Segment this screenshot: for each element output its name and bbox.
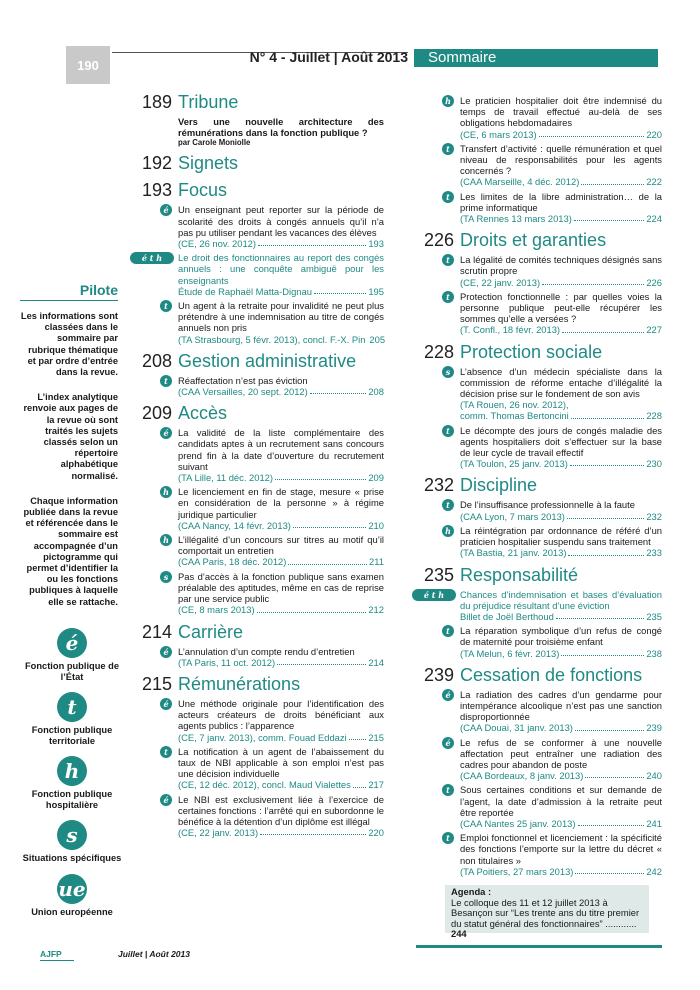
entry-reference [460,818,662,829]
sidebar-note: L’index analytique renvoie aux pages de la revue où sont traités les sujets classés selon un répertoire alphabétique normalisé. [23,392,118,481]
section-page-number: 215 [141,673,172,694]
section-page-number: 192 [141,153,172,174]
toc-entry[interactable] [410,525,662,559]
reference-text: (CE, 7 janv. 2013), comm. Fouad Eddazi [178,731,347,743]
section-heading[interactable] [410,475,662,496]
toc-entry[interactable] [410,95,662,140]
fonction-publique-icon: h [160,534,172,546]
legend-item [18,820,126,864]
leader-dots [539,129,645,137]
entry-page: 226 [646,276,662,288]
leader-dots [575,722,644,730]
fonction-publique-icon: t [160,300,172,312]
fonction-publique-icon: é t h [130,252,174,264]
entry-title: La réintégration par ordonnance de référé d’un praticien hospitalier suspendu sans traitement [460,524,662,548]
footer-accent-rule [416,945,662,948]
entry-title: Le refus de se conformer à une nouvelle affectation peut entraîner une radiation des cadres pour abandon de poste [460,736,662,770]
entry-reference [460,866,662,877]
sidebar-note: Chaque information publiée dans la revue et référencée dans le sommaire est accompagnée d’un pictogramme qui permet d’identifier la ou les fonctions publiques à laquelle elle se rattache. [23,495,118,607]
toc-entry[interactable] [410,366,662,422]
leader-dots [542,277,644,285]
fonction-publique-icon: h [442,95,454,107]
reference-text: (TA Lille, 11 déc. 2012) [178,472,274,484]
entry-title: Protection fonctionnelle : par quelles voies la personne publique peut-elle récupérer les sommes qu’elle a versées ? [460,290,662,325]
toc-entry[interactable] [410,625,662,659]
section-page-number: 193 [141,180,172,201]
toc-entry[interactable] [410,191,662,225]
entry-title: Un enseignant peut reporter sur la période de scolarité des droits à congés annuels qu’il n’a pas pu utiliser pendant les vacances des élèves [178,204,384,238]
toc-section [128,153,384,174]
entry-title: Le praticien hospitalier doit être indemnisé du temps de travail effectué au-delà de ses obligations hebdomadaires [460,95,662,129]
section-page-number: 214 [141,621,172,642]
leader-dots [574,213,644,221]
reference-text: (T. Confl., 18 févr. 2013) [460,324,561,336]
sidebar-title: Pilote [79,282,118,298]
toc-entry[interactable] [128,646,384,668]
entry-reference [178,732,384,743]
entry-reference [460,770,662,781]
fonction-publique-icon: t [160,746,172,758]
toc-section [128,674,384,838]
entry-reference [460,648,662,659]
toc-entry[interactable] [128,375,384,397]
situations-specifiques-icon: s [57,820,87,850]
legend-label: Fonction publique hospitalière [31,789,113,810]
toc-entry[interactable] [410,425,662,470]
toc-entry[interactable] [128,252,384,297]
section-heading[interactable] [128,674,384,695]
legend-item [18,756,126,810]
fonction-publique-icon: é [160,646,172,658]
toc-entry[interactable] [410,737,662,782]
sidebar-rule [20,300,118,301]
section-title: Discipline [460,475,538,496]
toc-entry[interactable] [410,499,662,521]
leader-dots [561,648,644,656]
sidebar-note: Les informations sont classées dans le sommaire par rubrique thématique et par ordre d’entrée dans la revue. [20,311,118,378]
reference-text: (CE, 12 déc. 2012), concl. Maud Vialettes [178,779,351,791]
footer-brand: AJFP [40,949,62,959]
leader-dots [571,410,645,418]
toc-entry[interactable] [128,300,384,345]
section-heading[interactable] [128,622,384,643]
entry-page: 211 [369,556,384,568]
entry-title: La radiation des cadres d’un gendarme pour intempérance alcoolique n’est pas une sanction disproportionnée [460,688,662,723]
entry-reference [178,334,384,345]
reference-text: (CAA Douai, 31 janv. 2013) [460,722,573,734]
entry-page: 210 [368,519,384,531]
etat-icon: é [57,628,87,658]
entry-reference [178,657,384,668]
fonction-publique-icon: h [442,525,454,537]
entry-reference [178,604,384,615]
fonction-publique-icon: é [442,737,454,749]
reference-text: (CAA Versailles, 20 sept. 2012) [178,386,308,398]
agenda-box [445,885,649,939]
toc-entry[interactable] [128,116,384,147]
toc-section [128,622,384,668]
toc-entry[interactable] [128,204,384,249]
entry-page: 233 [646,547,662,559]
section-heading[interactable] [410,230,662,251]
toc-entry[interactable] [128,698,384,743]
toc-entry[interactable] [128,427,384,483]
toc-section [128,92,384,147]
sidebar [20,282,118,622]
section-heading[interactable] [128,403,384,424]
entry-reference [178,827,384,838]
entry-page: 239 [646,722,662,734]
entry-page: 193 [368,238,384,250]
toc-column-left [128,92,384,844]
entry-title: Le licenciement en fin de stage, mesure « prise en considération de la personne » à régime juridique particulier [178,486,384,520]
section-title: Gestion administrative [178,350,357,371]
entry-reference [460,324,662,335]
entry-page: 209 [368,472,384,484]
entry-title: Le décompte des jours de congés maladie des agents hospitaliers doit s’effectuer sur la base de leur cycle de travail effectif [460,424,662,459]
fonction-publique-icon: t [442,499,454,511]
entry-reference [460,458,662,469]
section-heading[interactable] [410,565,662,586]
section-page-number: 226 [423,230,454,251]
section-heading[interactable] [128,92,384,113]
toc-entry[interactable] [410,832,662,877]
toc-entry[interactable] [128,486,384,531]
fonction-publique-icon: é t h [412,589,456,601]
section-heading[interactable] [410,665,662,686]
fonction-publique-icon: t [442,425,454,437]
hospitaliere-icon: h [57,756,87,786]
reference-text: (TA Melun, 6 févr. 2013) [460,647,560,659]
toc-section [128,351,384,397]
footer-date: Juillet | Août 2013 [118,949,190,959]
legend-item [18,692,126,746]
entry-page: 195 [368,285,384,297]
entry-title: L’annulation d’un compte rendu d’entretien [178,645,355,657]
section-title: Tribune [178,92,239,112]
fonction-publique-icon: t [442,291,454,303]
reference-text: comm. Thomas Bertoncini [460,410,569,422]
entry-page: 238 [646,647,662,659]
entry-title: Les limites de la libre administration… de la prime informatique [460,190,662,213]
leader-dots [570,458,644,466]
entry-page: 220 [646,128,662,140]
fonction-publique-icon: t [442,254,454,266]
toc-entry[interactable] [410,689,662,734]
section-title: Carrière [178,621,244,642]
entry-page: 227 [646,324,662,336]
reference-text: (CAA Lyon, 7 mars 2013) [460,510,565,522]
reference-text: (CAA Nancy, 14 févr. 2013) [178,519,291,531]
section-page-number: 239 [423,664,454,685]
entry-reference [460,547,662,558]
entry-page: 242 [646,865,662,877]
pictogram-legend [18,628,126,927]
entry-title: Emploi fonctionnel et licenciement : la spécificité des fonctions l’emporte sur la lettre du décret « non titulaires » [460,832,662,866]
reference-text: (TA Poitiers, 27 mars 2013) [460,865,574,877]
entry-reference [178,386,384,397]
entry-title: Un agent à la retraite pour invalidité ne peut plus prétendre à une indemnisation au titre de congés annuels non pris [178,300,384,334]
leader-dots [314,286,366,294]
leader-dots [585,770,644,778]
entry-page: 230 [646,458,662,470]
reference-text: (TA Rouen, 26 nov. 2012), [460,399,569,411]
leader-dots [556,611,645,619]
section-title: Focus [178,180,228,201]
reference-text: (CAA Paris, 18 déc. 2012) [178,556,287,568]
entry-reference [178,286,384,297]
leader-dots [288,556,367,564]
entry-title: Réaffectation n’est pas éviction [178,374,308,386]
entry-page: 212 [368,604,384,616]
entry-title: Transfert d’activité : quelle rémunération et quel niveau de responsabilités pour les agents concernés ? [460,142,662,177]
entry-reference [460,511,662,522]
legend-item [18,874,126,918]
entry-title: Le NBI est exclusivement liée à l’exercice de certaines fonctions : l’arrêté qui en subordonne le bénéfice à la détention d’un diplôme est illégal [178,793,384,827]
fonction-publique-icon: h [160,486,172,498]
fonction-publique-icon: t [442,625,454,637]
entry-page: 214 [368,656,384,668]
fonction-publique-icon: s [442,366,454,378]
legend-label: Union européenne [31,906,113,917]
entry-reference [460,213,662,224]
leader-dots [578,818,645,826]
reference-text: (CE, 8 mars 2013) [178,604,255,616]
section-heading[interactable] [128,153,384,174]
entry-reference [178,779,384,790]
leader-dots [293,520,366,528]
legend-label: Fonction publique territoriale [31,725,113,746]
legend-item [18,628,126,682]
agenda-dots: ............ [605,917,637,929]
section-page-number: 209 [141,403,172,424]
entry-reference [460,722,662,733]
agenda-page: 244 [451,928,467,939]
section-page-number: 232 [423,475,454,496]
entry-title: Chances d’indemnisation et bases d’évaluation du préjudice résultant d’une éviction [460,588,662,611]
toc-entry[interactable] [410,291,662,336]
toc-section [410,342,662,470]
footer [40,949,660,963]
page-number: 190 [66,46,110,84]
toc-entry[interactable] [410,143,662,188]
section-page-number: 208 [141,350,172,371]
entry-reference [460,176,662,187]
section-title: Cessation de fonctions [460,664,643,685]
section-page-number: 189 [141,92,172,112]
reference-text: (CAA Nantes 25 janv. 2013) [460,817,576,829]
entry-title: Pas d’accès à la fonction publique sans examen préalable des aptitudes, même en cas de reprise par une service public [178,570,384,605]
entry-title: L’absence d’un médecin spécialiste dans la commission de réforme entache d’illégalité la décision prise sur le fondement de son avis [460,365,662,400]
entry-title: Sous certaines conditions et sur demande de l’agent, la date d’admission à la retraite peut être reportée [460,784,662,818]
section-title: Protection sociale [460,341,603,362]
reference-text: (CE, 6 mars 2013) [460,128,537,140]
reference-text: (CE, 22 janv. 2013) [178,827,259,839]
entry-title: La réparation symbolique d’un refus de congé de maternité pour troisième enfant [460,625,662,648]
entry-title: La légalité de comités techniques désignés sans scrutin propre [460,254,662,277]
toc-entry[interactable] [410,254,662,288]
entry-title: L’illégalité d’un concours sur titres au motif qu’il comportait un entretien [178,534,384,557]
toc-entry[interactable] [128,534,384,568]
entry-reference [460,410,662,421]
fonction-publique-icon: t [160,375,172,387]
section-title: Droits et garanties [460,230,607,251]
toc-section [410,230,662,335]
toc-section [410,95,662,224]
entry-title: La notification à un agent de l’abaissement du taux de NBI applicable à son emploi n’est pas une décision individuelle [178,745,384,780]
fonction-publique-icon: é [160,794,172,806]
reference-text: (TA Toulon, 25 janv. 2013) [460,458,568,470]
reference-text: (CAA Marseille, 4 déc. 2012) [460,176,580,188]
reference-text: (TA Paris, 11 oct. 2012) [178,656,276,668]
entry-page: 205 [369,333,386,345]
entry-page: 232 [646,510,662,522]
entry-title: Vers une nouvelle architecture des rémunérations dans la fonction publique ? [178,116,384,139]
fonction-publique-icon: t [442,784,454,796]
entry-reference [460,611,662,622]
fonction-publique-icon: é [442,689,454,701]
entry-page: 241 [646,817,662,829]
legend-label: Situations spécifiques [22,853,122,863]
section-title: Accès [178,403,228,424]
reference-text: (CE, 26 nov. 2012) [178,238,256,250]
toc-section [410,475,662,558]
issue-label: N° 4 - Juillet | Août 2013 [249,49,408,65]
toc-entry[interactable] [410,784,662,829]
reference-text: (TA Bastia, 21 janv. 2013) [460,547,567,559]
fonction-publique-icon: t [442,832,454,844]
toc-entry[interactable] [410,589,662,623]
toc-entry[interactable] [128,746,384,791]
toc-column-right [410,92,662,883]
fonction-publique-icon: é [160,427,172,439]
toc-section [410,565,662,659]
toc-section [410,665,662,877]
toc-entry[interactable] [128,794,384,839]
entry-title: Le droit des fonctionnaires au report des congés annuels : une conquête ambiguë pour les enseignants [178,252,384,286]
leader-dots [349,732,367,740]
section-heading[interactable] [128,180,384,201]
leader-dots [310,386,367,394]
reference-text: (TA Strasbourg, 5 févr. 2013), concl. F.-X. Pin [178,333,366,345]
toc-entry[interactable] [128,571,384,616]
section-title: Rémunérations [178,673,301,694]
entry-page: 222 [646,176,662,188]
territoriale-icon: t [57,692,87,722]
leader-dots [275,472,366,480]
entry-reference [178,556,384,567]
entry-page: 220 [368,827,384,839]
section-page-number: 228 [423,341,454,362]
leader-dots [257,604,367,612]
fonction-publique-icon: s [160,571,172,583]
entry-title: Une méthode originale pour l’identification des acteurs créateurs de droits bénéficiant aux agents publics : l’apparence [178,697,384,732]
leader-dots [260,827,366,835]
footer-rule [40,960,74,961]
entry-page: 208 [368,386,384,398]
agenda-label: Agenda : [451,886,492,897]
reference-text: (CAA Bordeaux, 8 janv. 2013) [460,770,584,782]
leader-dots [353,779,367,787]
fonction-publique-icon: t [442,191,454,203]
section-page-number: 235 [423,564,454,585]
entry-title: La validité de la liste complémentaire des candidats aptes à un recrutement sans concours prend fin à la date d’ouverture du recrutement suivant [178,427,384,472]
leader-dots [258,238,366,246]
union-europeenne-icon: ue [57,874,87,904]
entry-page: 217 [368,779,384,791]
entry-reference [178,238,384,249]
fonction-publique-icon: é [160,204,172,216]
entry-page: 240 [646,770,662,782]
fonction-publique-icon: é [160,698,172,710]
section-heading[interactable] [410,342,662,363]
reference-text: (TA Rennes 13 mars 2013) [460,213,572,225]
leader-dots [567,511,644,519]
fonction-publique-icon: t [442,143,454,155]
entry-reference [178,520,384,531]
reference-text: (CE, 22 janv. 2013) [460,276,541,288]
reference-text: Étude de Raphaël Matta-Dignau [178,285,312,297]
entry-reference [460,277,662,288]
agenda-text: Le colloque des 11 et 12 juillet 2013 à Besançon sur “Les trente ans du titre premier du statut général des fonctionnaires” [451,896,640,929]
section-title: Signets [178,153,239,174]
leader-dots [562,324,644,332]
entry-reference [178,472,384,483]
leader-dots [568,547,644,555]
toc-section [128,403,384,615]
entry-page: 215 [368,731,384,743]
entry-page: 235 [646,610,662,622]
legend-label: Fonction publique de l’État [25,661,119,682]
leader-dots [575,866,644,874]
entry-title: De l’insuffisance professionnelle à la faute [460,499,635,511]
section-heading[interactable] [128,351,384,372]
section-title: Responsabilité [460,564,579,585]
entry-author: par Carole Moniolle [178,138,251,148]
toc-section [128,180,384,344]
leader-dots [277,657,366,665]
entry-reference [460,399,662,410]
entry-page: 224 [646,213,662,225]
leader-dots [581,176,644,184]
entry-page: 228 [646,410,662,422]
reference-text: Billet de Joël Berthoud [460,610,554,622]
section-banner: Sommaire [414,49,658,67]
entry-reference [460,129,662,140]
